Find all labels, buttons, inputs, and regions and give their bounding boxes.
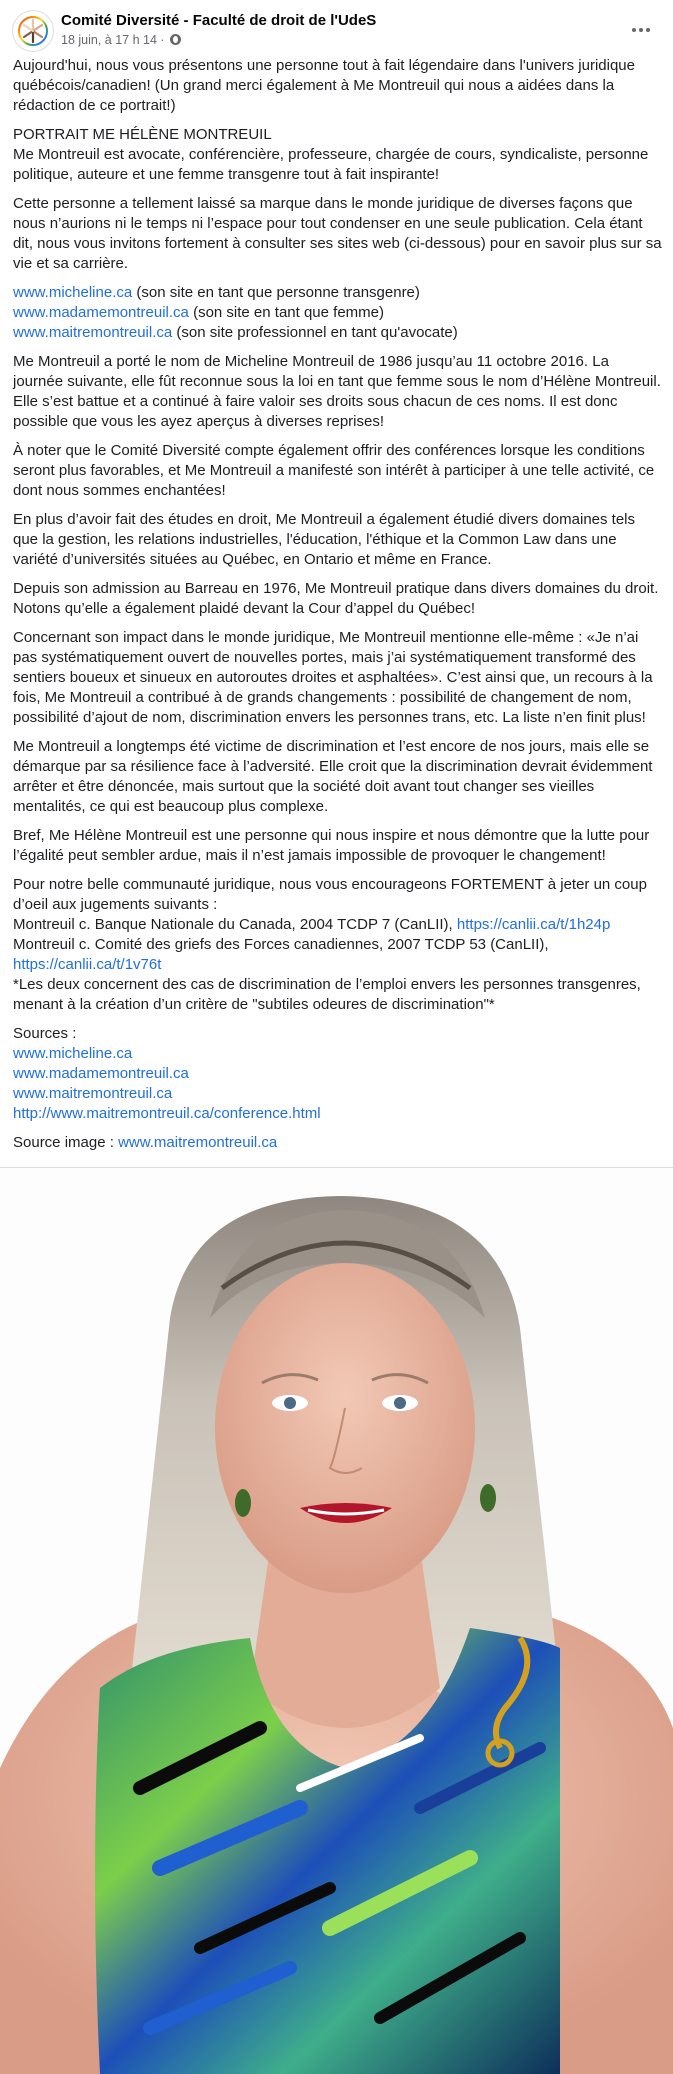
post-photo[interactable] — [0, 1168, 673, 2074]
post-meta — [61, 33, 181, 47]
noter-paragraph: À noter que le Comité Diversité compte également offrir des conférences lorsque les conditions seront plus favorables, et Me Montreuil a manifesté son intérêt à participer à une telle activité, ce dont nous sommes enchantées! — [13, 442, 655, 499]
globe-icon — [170, 34, 181, 45]
post-timestamp[interactable]: 18 juin, à 17 h 14 · — [61, 33, 165, 47]
portrait-title: PORTRAIT ME HÉLÈNE MONTREUIL — [13, 126, 272, 143]
portrait-description: Me Montreuil est avocate, conférencière, professeure, chargée de cours, syndicaliste, personne politique, auteure et une femme transgenre tout à fait inspirante! — [13, 146, 649, 183]
bref-paragraph: Bref, Me Hélène Montreuil est une personne qui nous inspire et nous démontre que la lutte pour l’égalité peut sembler ardue, mais il n’est jamais impossible de provoquer le changement! — [13, 827, 650, 864]
judgement-link[interactable]: https://canlii.ca/t/1h24p — [456, 916, 611, 933]
etudes-paragraph: En plus d’avoir fait des études en droit, Me Montreuil a également étudié divers domaines tels que la gestion, les relations industrielles, l'éducation, l'éthique et la Common Law dans une variété d’universités situées au Québec, en Ontario et même en France. — [13, 511, 636, 568]
discrimination-paragraph: Me Montreuil a longtemps été victime de discrimination et l’est encore de nos jours, mais elle se démarque par sa résilience face à l’adversité. Elle croit que la discrimination devrait évidemment arrêter et être dénoncée, mais surtout que la société doit avant tout changer ses vieilles mentalités, ce qui est beaucoup plus complexe. — [13, 738, 653, 815]
barreau-paragraph: Depuis son admission au Barreau en 1976, Me Montreuil pratique dans divers domaines du droit. Notons qu’elle a également plaidé devant la Cour d’appel du Québec! — [13, 580, 659, 617]
source-image-link[interactable]: www.maitremontreuil.ca — [118, 1134, 278, 1151]
sources-label: Sources : — [13, 1025, 77, 1042]
judgement-citation: Montreuil c. Comité des griefs des Forces canadiennes, 2007 TCDP 53 (CanLII), — [13, 936, 549, 953]
site-note: (son site professionnel en tant qu'avocate) — [172, 324, 458, 341]
portrait-paragraph — [13, 125, 663, 185]
judgements-intro: Pour notre belle communauté juridique, nous vous encourageons FORTEMENT à jeter un coup d’oeil aux jugements suivants : — [13, 876, 647, 913]
post-header — [0, 0, 673, 60]
more-options-button[interactable] — [628, 18, 658, 42]
more-horizontal-icon — [632, 28, 636, 32]
sites-list — [13, 283, 663, 343]
site-note: (son site en tant que femme) — [188, 304, 385, 321]
intro-paragraph: Aujourd'hui, nous vous présentons une personne tout à fait légendaire dans l'univers juridique québécois/canadien! (Un grand merci également à Me Montreuil qui nous a aidées dans la rédaction de ce portrait!) — [13, 57, 635, 114]
judgement-citation: Montreuil c. Banque Nationale du Canada, 2004 TCDP 7 (CanLII), — [13, 916, 457, 933]
site-link[interactable]: www.madamemontreuil.ca — [13, 304, 189, 321]
portrait-photo-image — [0, 1168, 673, 2074]
judgements-paragraph — [13, 875, 663, 1015]
source-link[interactable]: www.micheline.ca — [13, 1045, 133, 1062]
page-avatar[interactable] — [12, 10, 54, 52]
post-body — [13, 56, 663, 1162]
site-link[interactable]: www.maitremontreuil.ca — [13, 324, 173, 341]
source-link[interactable]: www.maitremontreuil.ca — [13, 1085, 173, 1102]
logo-icon — [13, 11, 53, 51]
judgement-link[interactable]: https://canlii.ca/t/1v76t — [13, 956, 162, 973]
more-horizontal-icon — [646, 28, 650, 32]
sources-paragraph — [13, 1024, 663, 1124]
marque-paragraph: Cette personne a tellement laissé sa marque dans le monde juridique de diverses façons que nous n’aurions ni le temps ni l’espace pour tout condenser en une seule publication. Cela étant dit, nous vous invitons fortement à consulter ses sites web (ci-dessous) pour en savoir plus sur sa vie et sa carrière. — [13, 195, 662, 272]
more-horizontal-icon — [639, 28, 643, 32]
page-name-link[interactable]: Comité Diversité - Faculté de droit de l'UdeS — [61, 12, 377, 29]
judgements-note: *Les deux concernent des cas de discrimination de l’emploi envers les personnes transgenres, menant à la création d’un critère de "subtiles odeures de discrimination"* — [13, 976, 641, 1013]
source-link[interactable]: www.madamemontreuil.ca — [13, 1065, 189, 1082]
source-image-label: Source image : — [13, 1134, 119, 1151]
source-link[interactable]: http://www.maitremontreuil.ca/conference.html — [13, 1105, 321, 1122]
impact-paragraph: Concernant son impact dans le monde juridique, Me Montreuil mentionne elle-même : «Je n’ai pas systématiquement ouvert de nouvelles portes, mais j’ai systématiquement transformé des sentiers boueux et sinueux en autoroutes droites et asphaltées». C’est ainsi que, un recours à la fois, Me Montreuil a contribué à de grands changements : possibilité de changement de nom, possibilité d’ajout de nom, discrimination envers les personnes trans, etc. La liste n’en finit plus! — [13, 629, 653, 726]
name-paragraph: Me Montreuil a porté le nom de Micheline Montreuil de 1986 jusqu’au 11 octobre 2016. La journée suivante, elle fût reconnue sous la loi en tant que femme sous le nom d’Hélène Montreuil. Elle s’est battue et a continué à faire valoir ses droits sous chacun de ces noms. Il est donc possible que vous les ayez aperçus à diverses reprises! — [13, 353, 661, 430]
site-note: (son site en tant que personne transgenre) — [132, 284, 420, 301]
site-link[interactable]: www.micheline.ca — [13, 284, 133, 301]
source-image-paragraph — [13, 1133, 663, 1153]
